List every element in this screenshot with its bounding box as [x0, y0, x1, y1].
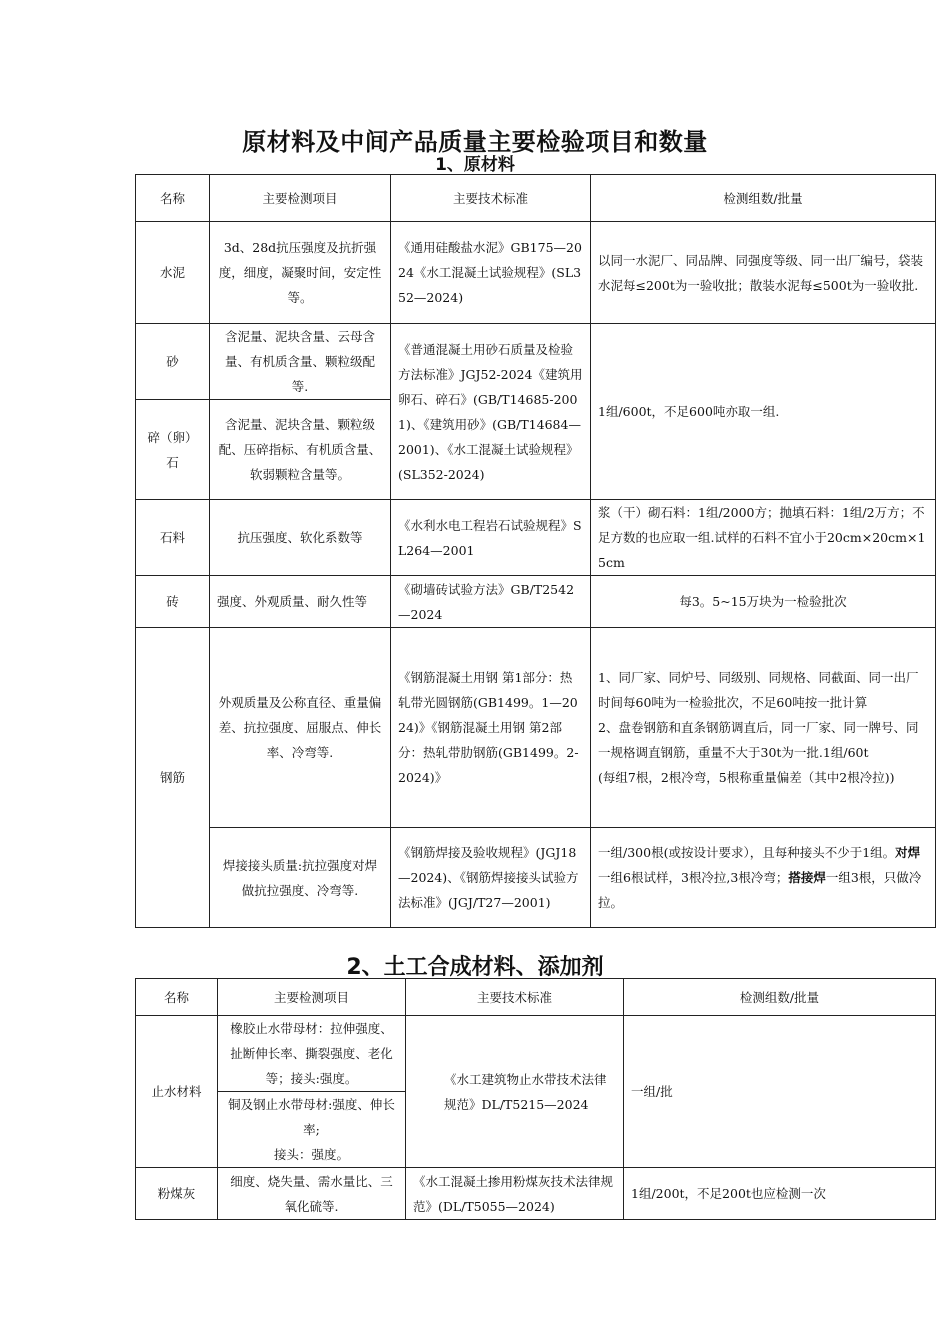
weld-batch-butt: 对焊	[895, 845, 921, 860]
table-row	[136, 576, 936, 628]
rebar-batch	[591, 628, 936, 828]
brick-name: 砖	[136, 576, 210, 628]
header-items: 主要检测项目	[218, 979, 406, 1016]
cement-standard: 《通用硅酸盐水泥》GB175—2024《水工混凝土试验规程》(SL352—2024)	[391, 222, 591, 324]
waterstop-batch: 一组/批	[624, 1016, 936, 1168]
weld-standard: 《钢筋焊接及验收规程》(JGJ18—2024)、《钢筋焊接接头试验方法标准》(JGJ/T27—2001)	[391, 828, 591, 928]
stone-batch: 浆（干）砌石料：1组/2000方；抛填石料：1组/2万方；不足方数的也应取一组.试样的石料不宜小于20cm×20cm×15cm	[591, 500, 936, 576]
flyash-items: 细度、烧失量、需水量比、三氧化硫等.	[218, 1168, 406, 1220]
section2-heading: 2、土工合成材料、添加剂	[346, 955, 604, 980]
table-row	[136, 1016, 936, 1092]
stone-name: 石料	[136, 500, 210, 576]
waterstop-rubber-items: 橡胶止水带母材：拉伸强度、扯断伸长率、撕裂强度、老化等；接头:强度。	[218, 1016, 406, 1092]
rebar-name: 钢筋	[136, 628, 210, 928]
brick-standard: 《砌墙砖试验方法》GB/T2542—2024	[391, 576, 591, 628]
rebar-standard: 《钢筋混凝土用钢 第1部分：热轧带光圆钢筋(GB1499。1—2024)》《钢筋混凝土用钢 第2部分：热轧带肋钢筋(GB1499。2-2024)》	[391, 628, 591, 828]
weld-batch	[591, 828, 936, 928]
weld-batch-lap: 搭接焊	[788, 870, 826, 885]
aggregate-standard: 《普通混凝土用砂石质量及检验方法标准》JGJ52-2024《建筑用卵石、碎石》(GB/T14685-2001)、《建筑用砂》(GB/T14684—2001)、《水工混凝土试验规程》(SL352-2024)	[391, 324, 591, 500]
table-row	[136, 500, 936, 576]
stone-standard: 《水利水电工程岩石试验规程》SL264—2001	[391, 500, 591, 576]
flyash-name: 粉煤灰	[136, 1168, 218, 1220]
brick-batch: 每3。5~15万块为一检验批次	[591, 576, 936, 628]
cement-items: 3d、28d抗压强度及抗折强度，细度，凝聚时间，安定性等。	[210, 222, 391, 324]
section1-heading: 1、原材料	[435, 155, 515, 175]
rebar-batch-line-3: (每组7根，2根冷弯，5根称重量偏差（其中2根冷拉))	[598, 770, 895, 785]
stone-items: 抗压强度、软化系数等	[210, 500, 391, 576]
flyash-standard: 《水工混凝土掺用粉煤灰技术法律规范》(DL/T5055—2024)	[406, 1168, 624, 1220]
table-row	[136, 1168, 936, 1220]
waterstop-standard: 《水工建筑物止水带技术法律规范》DL/T5215—2024	[406, 1016, 624, 1168]
table-header-row	[136, 175, 936, 222]
header-batch: 检测组数/批量	[624, 979, 936, 1016]
weld-batch-text-e: 一组3根，只做冷拉。	[598, 870, 922, 910]
table-header-row	[136, 979, 936, 1016]
flyash-batch: 1组/200t，不足200t也应检测一次	[624, 1168, 936, 1220]
header-standard: 主要技术标准	[391, 175, 591, 222]
table-row	[136, 222, 936, 324]
waterstop-name: 止水材料	[136, 1016, 218, 1168]
weld-items: 焊接接头质量:抗拉强度对焊做抗拉强度、冷弯等.	[210, 828, 391, 928]
sand-name: 砂	[136, 324, 210, 400]
header-items: 主要检测项目	[210, 175, 391, 222]
gravel-items: 含泥量、泥块含量、颗粒级配、压碎指标、有机质含量、软弱颗粒含量等。	[210, 400, 391, 500]
rebar-batch-line-2: 2、盘卷钢筋和直条钢筋调直后，同一厂家、同一牌号、同一规格调直钢筋，重量不大于30t为一批.1组/60t	[598, 720, 919, 760]
geosynthetics-table	[135, 978, 936, 1220]
waterstop-copper-line-2: 接头：强度。	[273, 1147, 349, 1162]
header-name: 名称	[136, 979, 218, 1016]
waterstop-copper-line-1: 铜及钢止水带母材:强度、伸长率;	[228, 1097, 395, 1137]
brick-items: 强度、外观质量、耐久性等	[210, 576, 391, 628]
header-standard: 主要技术标准	[406, 979, 624, 1016]
cement-batch: 以同一水泥厂、同品牌、同强度等级、同一出厂编号，袋装水泥每≤200t为一验收批；散装水泥每≤500t为一验收批.	[591, 222, 936, 324]
rebar-items: 外观质量及公称直径、重量偏差、抗拉强度、屈服点、伸长率、冷弯等.	[210, 628, 391, 828]
gravel-name: 碎（卵）石	[136, 400, 210, 500]
rebar-batch-line-1: 1、同厂家、同炉号、同级别、同规格、同截面、同一出厂时间每60吨为一检验批次，不足60吨按一批计算	[598, 670, 919, 710]
table-row	[136, 628, 936, 828]
raw-materials-table	[135, 174, 936, 928]
page-title: 原材料及中间产品质量主要检验项目和数量	[242, 128, 708, 156]
aggregate-batch: 1组/600t，不足600吨亦取一组.	[591, 324, 936, 500]
sand-items: 含泥量、泥块含量、云母含量、有机质含量、颗粒级配等.	[210, 324, 391, 400]
weld-batch-text-c: 一组6根试样，3根冷拉,3根冷弯；	[598, 870, 789, 885]
weld-batch-text-a: 一组/300根(或按设计要求），且每种接头不少于1组。	[598, 845, 896, 860]
table-row	[136, 828, 936, 928]
header-batch: 检测组数/批量	[591, 175, 936, 222]
table-row	[136, 324, 936, 400]
header-name: 名称	[136, 175, 210, 222]
waterstop-copper-items	[218, 1092, 406, 1168]
cement-name: 水泥	[136, 222, 210, 324]
